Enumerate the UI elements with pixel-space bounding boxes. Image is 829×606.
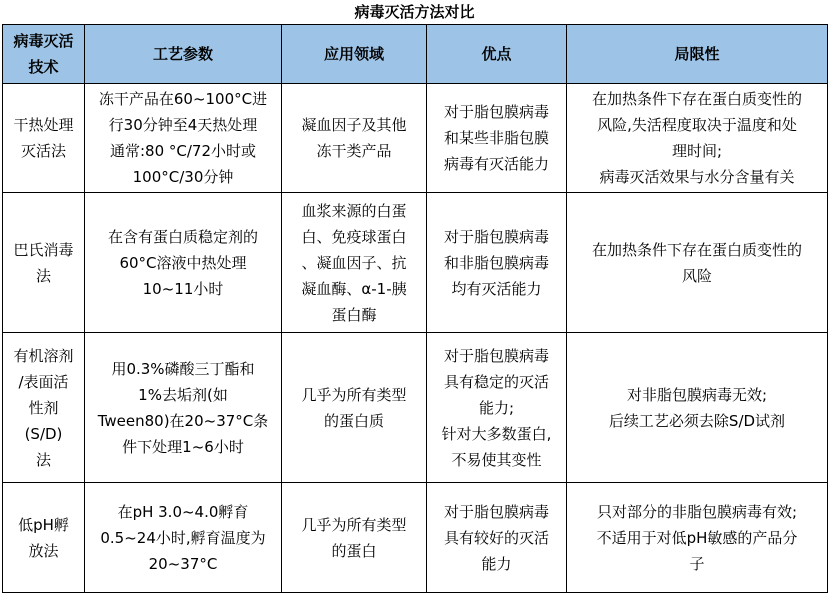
header-application: 应用领域 [282, 25, 427, 84]
cell-params: 用0.3%磷酸三丁酯和 1%去垢剂(如 Tween80)在20~37°C条 件下处理1~6小时 [85, 333, 282, 483]
cell-technique: 干热处理 灭活法 [3, 84, 85, 193]
cell-limitations: 在加热条件下存在蛋白质变性的 风险 [567, 193, 828, 333]
table-row [3, 84, 828, 193]
cell-params: 在pH 3.0~4.0孵育 0.5~24小时,孵育温度为 20~37°C [85, 483, 282, 593]
table-row [3, 193, 828, 333]
cell-application: 凝血因子及其他 冻干类产品 [282, 84, 427, 193]
cell-technique: 低pH孵 放法 [3, 483, 85, 593]
header-technique: 病毒灭活 技术 [3, 25, 85, 84]
table-title: 病毒灭活方法对比 [354, 3, 475, 21]
cell-advantages: 对于脂包膜病毒 和某些非脂包膜 病毒有灭活能力 [427, 84, 567, 193]
cell-advantages: 对于脂包膜病毒 具有较好的灭活 能力 [427, 483, 567, 593]
cell-limitations: 只对部分的非脂包膜病毒有效; 不适用于对低pH敏感的产品分 子 [567, 483, 828, 593]
cell-application: 几乎为所有类型 的蛋白质 [282, 333, 427, 483]
header-params: 工艺参数 [85, 25, 282, 84]
cell-params: 冻干产品在60~100°C进 行30分钟至4天热处理 通常:80 °C/72小时或 100°C/30分钟 [85, 84, 282, 193]
cell-params: 在含有蛋白质稳定剂的 60°C溶液中热处理 10~11小时 [85, 193, 282, 333]
cell-technique: 巴氏消毒 法 [3, 193, 85, 333]
header-advantages: 优点 [427, 25, 567, 84]
header-limitations: 局限性 [567, 25, 828, 84]
cell-advantages: 对于脂包膜病毒 和非脂包膜病毒 均有灭活能力 [427, 193, 567, 333]
cell-limitations: 对非脂包膜病毒无效; 后续工艺必须去除S/D试剂 [567, 333, 828, 483]
cell-advantages: 对于脂包膜病毒 具有稳定的灭活 能力; 针对大多数蛋白, 不易使其变性 [427, 333, 567, 483]
cell-application: 几乎为所有类型 的蛋白 [282, 483, 427, 593]
table-row [3, 333, 828, 483]
header-row [3, 25, 828, 84]
table-row [3, 483, 828, 593]
comparison-table [2, 24, 828, 593]
cell-technique: 有机溶剂 /表面活 性剂 (S/D) 法 [3, 333, 85, 483]
cell-application: 血浆来源的白蛋 白、免疫球蛋白 、凝血因子、抗 凝血酶、α-1-胰 蛋白酶 [282, 193, 427, 333]
cell-limitations: 在加热条件下存在蛋白质变性的 风险,失活程度取决于温度和处 理时间; 病毒灭活效果与水分含量有关 [567, 84, 828, 193]
